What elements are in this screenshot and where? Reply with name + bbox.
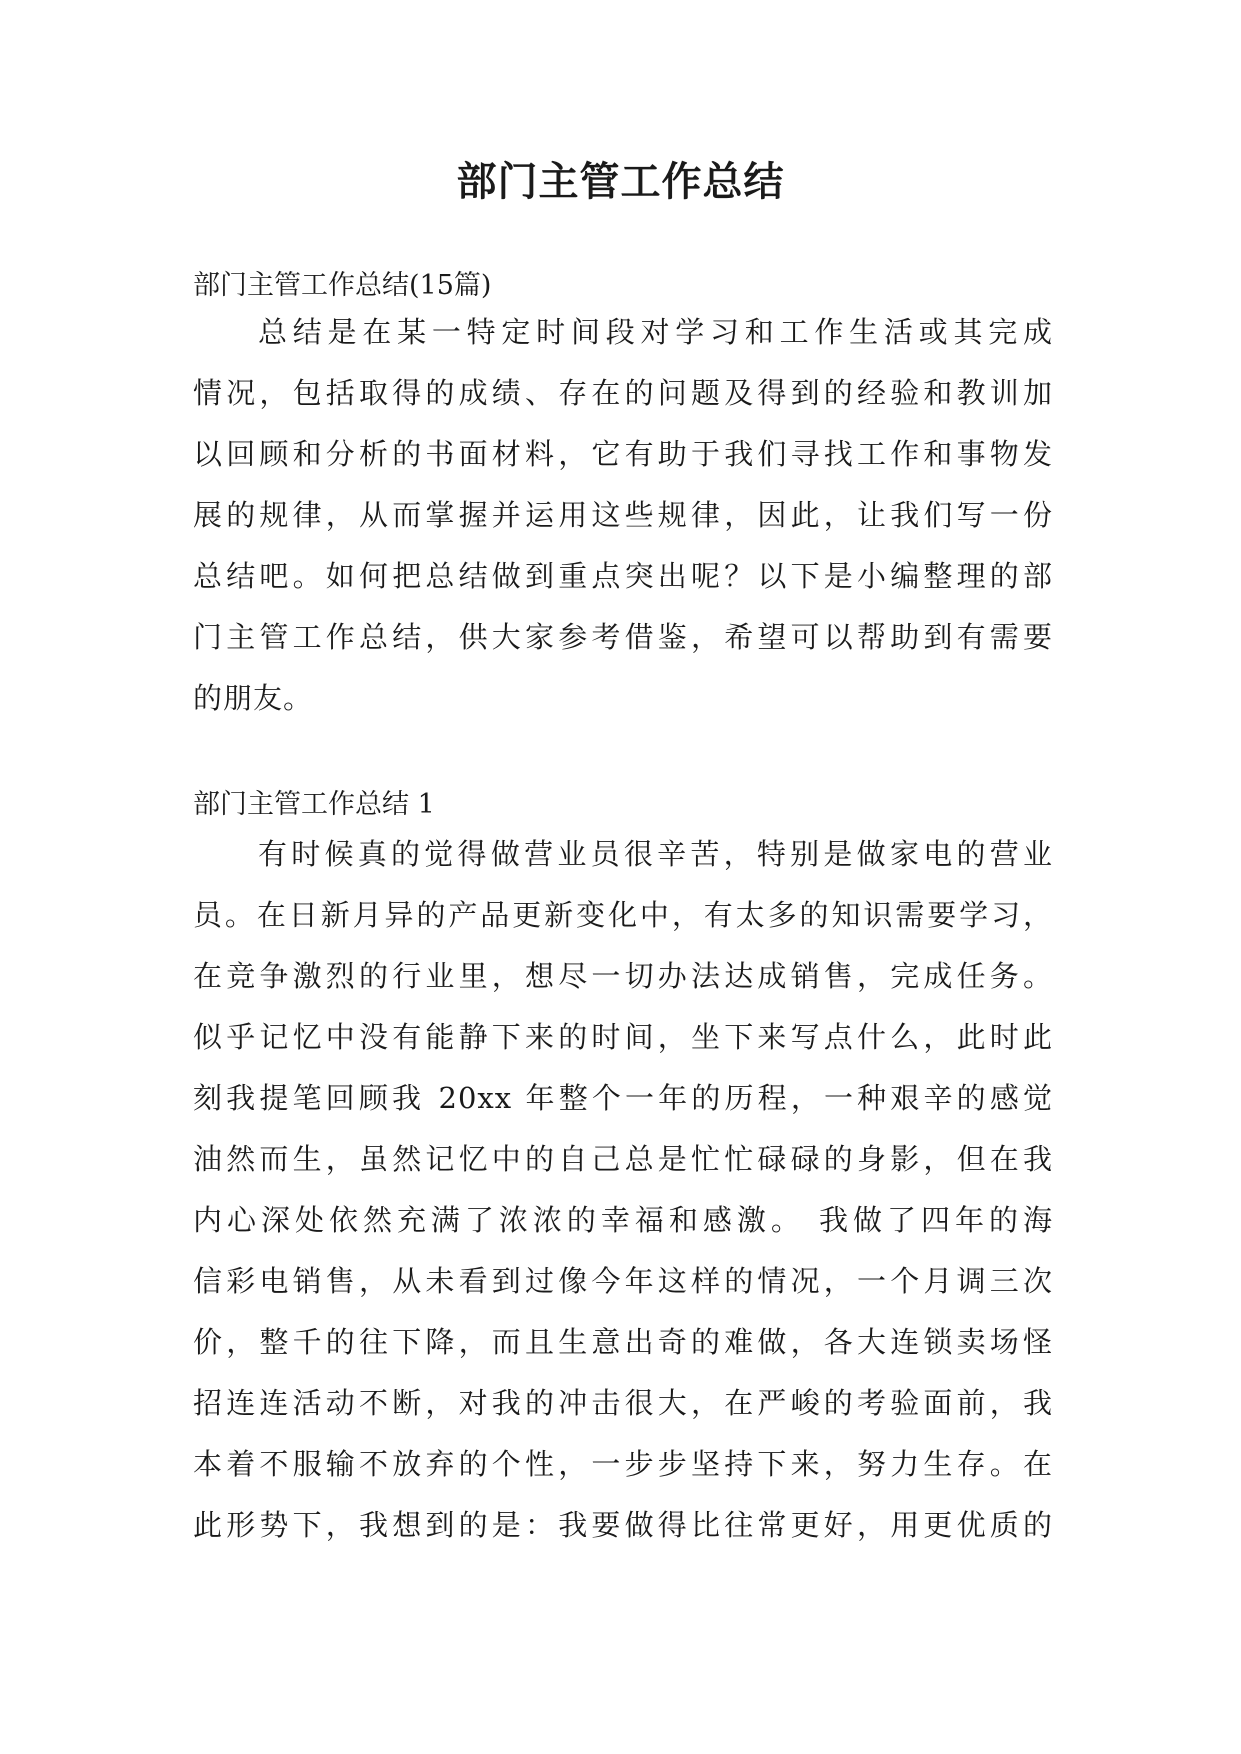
section-line: 似乎记忆中没有能静下来的时间，坐下来写点什么，此时此 <box>193 1020 1053 1054</box>
section-line: 内心深处依然充满了浓浓的幸福和感激。 我做了四年的海 <box>193 1203 1053 1237</box>
section-line: 油然而生，虽然记忆中的自己总是忙忙碌碌的身影，但在我 <box>193 1142 1053 1176</box>
section-line: 招连连活动不断，对我的冲击很大，在严峻的考验面前，我 <box>193 1386 1053 1420</box>
section-line: 在竞争激烈的行业里，想尽一切办法达成销售，完成任务。 <box>193 959 1053 993</box>
document-subtitle: 部门主管工作总结(15篇) <box>193 270 492 301</box>
section-heading: 部门主管工作总结 1 <box>193 789 435 820</box>
intro-line: 展的规律，从而掌握并运用这些规律，因此，让我们写一份 <box>193 498 1053 532</box>
intro-line: 情况，包括取得的成绩、存在的问题及得到的经验和教训加 <box>193 376 1053 410</box>
intro-line: 以回顾和分析的书面材料，它有助于我们寻找工作和事物发 <box>193 437 1053 471</box>
section-line: 员。在日新月异的产品更新变化中，有太多的知识需要学习， <box>193 898 1053 932</box>
section-line: 刻我提笔回顾我 20xx 年整个一年的历程，一种艰辛的感觉 <box>193 1081 1053 1115</box>
section-line: 本着不服输不放弃的个性，一步步坚持下来，努力生存。在 <box>193 1447 1053 1481</box>
section-line: 价，整千的往下降，而且生意出奇的难做，各大连锁卖场怪 <box>193 1325 1053 1359</box>
intro-paragraph <box>193 302 1053 729</box>
intro-line: 的朋友。 <box>193 681 314 715</box>
section-line: 信彩电销售，从未看到过像今年这样的情况，一个月调三次 <box>193 1264 1053 1298</box>
intro-line: 门主管工作总结，供大家参考借鉴，希望可以帮助到有需要 <box>193 620 1053 654</box>
document-title: 部门主管工作总结 <box>456 158 785 205</box>
section-line: 有时候真的觉得做营业员很辛苦，特别是做家电的营业 <box>258 837 1053 871</box>
intro-line: 总结吧。如何把总结做到重点突出呢？以下是小编整理的部 <box>193 559 1053 593</box>
section-paragraph <box>193 824 1053 1556</box>
section-line: 此形势下，我想到的是：我要做得比往常更好，用更优质的 <box>193 1508 1053 1542</box>
intro-line: 总结是在某一特定时间段对学习和工作生活或其完成 <box>258 315 1053 349</box>
